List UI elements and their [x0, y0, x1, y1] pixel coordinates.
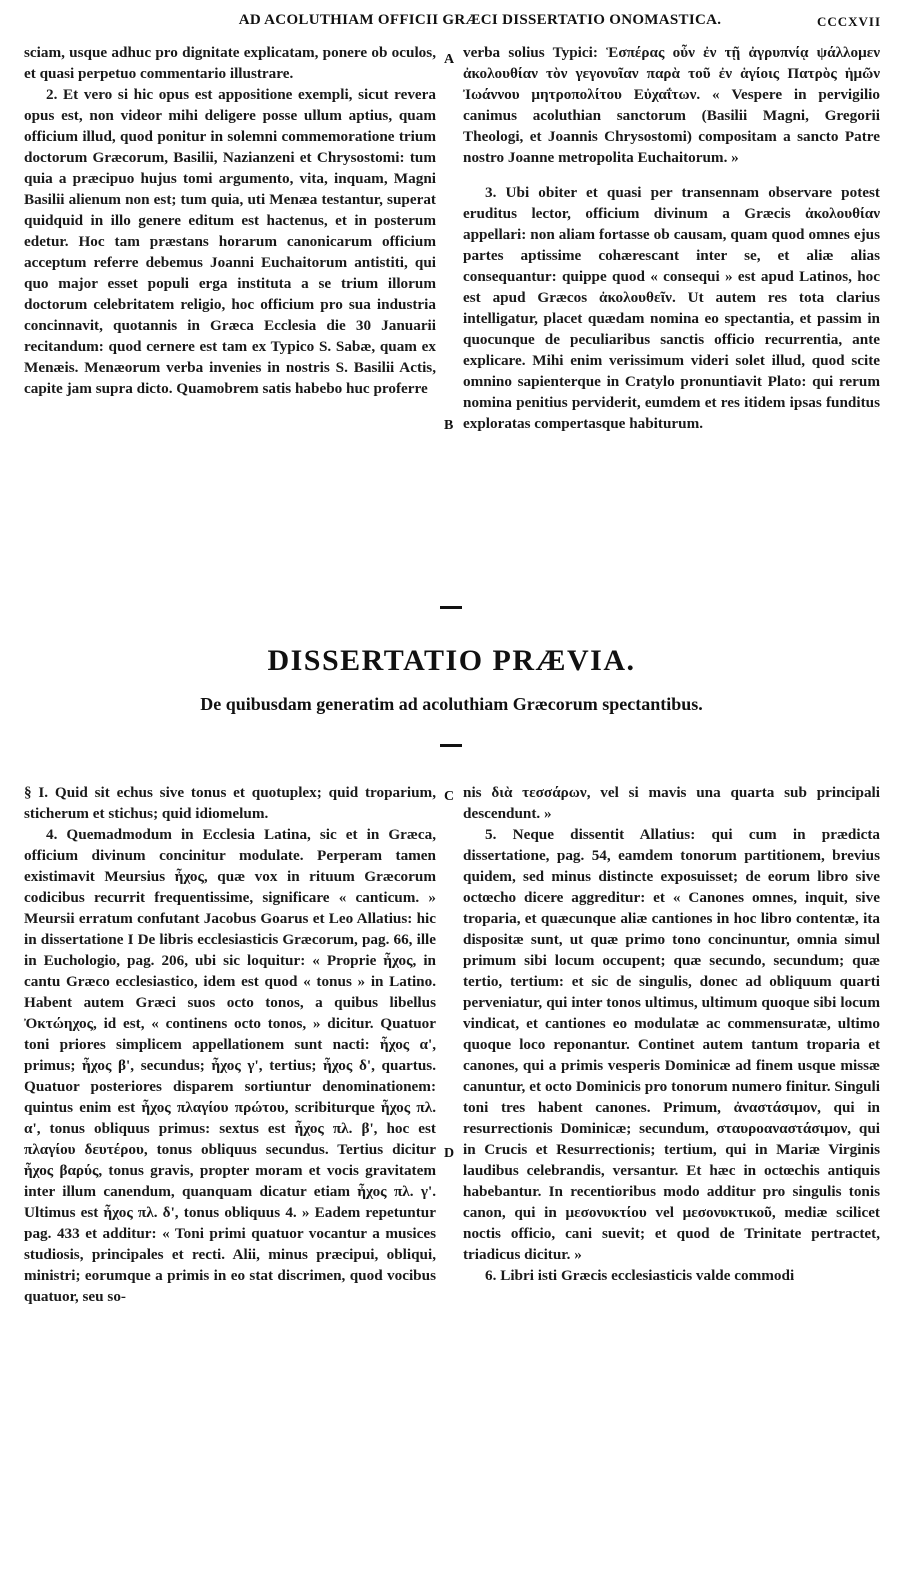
- paragraph: 2. Et vero si hic opus est appositione exempli, sicut revera opus est, non videor mihi deligere posse ullum aptius, quam officium illud, quod ponitur in solemni commemoratione trium doctorum Græcorum, Basilii, Nazianzeni et Chrysostomi: tum quia a præcipuo hujus tomi argumento, vita, inquam, Magni Basilii alienum non est; tum quia, uti Menæa testantur, superat quidquid in illo genere editum est hactenus, et in posterum edetur. Hoc tam præstans horarum canonicarum officium acceptum referre debemus Joanni Euchaitorum antistiti, qui quo major esset populi erga instituta a se trium illorum doctorum celebritatem religio, hoc officium pro sua industria concinnavit, quotannis in Græca Ecclesia die 30 Januarii recitandum: quod cernere est tam ex Typico S. Sabæ, quam ex Menæis. Menæorum verba invenies in nostris S. Basilii Actis, capite jam supra dicto. Quamobrem satis habebo huc proferre: [24, 86, 436, 397]
- divider-rule: [440, 744, 462, 747]
- bottom-right-column: [463, 782, 880, 1286]
- column-marker-d: D: [444, 1146, 455, 1161]
- section-heading: § I. Quid sit echus sive tonus et quotuplex; quid troparium, sticherum et stichus; quid idiomelum.: [24, 784, 436, 822]
- dissertation-title: DISSERTATIO PRÆVIA.: [267, 644, 636, 677]
- running-head: AD ACOLUTHIAM OFFICII GRÆCI DISSERTATIO ONOMASTICA.: [238, 12, 722, 28]
- page-number: CCCXVII: [816, 14, 881, 29]
- bottom-left-column: [24, 782, 436, 1307]
- top-left-column: [24, 42, 436, 399]
- column-marker-b: B: [444, 418, 454, 433]
- column-marker-a: A: [444, 52, 455, 67]
- paragraph: 4. Quemadmodum in Ecclesia Latina, sic et in Græca, officium divinum concinitur modulate. Perperam tamen existimavit Meursius ἦχος, quæ vox in rituum Græcorum codicibus recurrit frequentissime, significare « canticum. » Meursii erratum confutant Jacobus Goarus et Leo Allatius: hic in dissertatione I De libris ecclesiasticis Græcorum, pag. 66, ille in Euchologio, pag. 206, ubi sic loquitur: « Proprie ἦχος, in cantu Græco ecclesiastico, idem est quod « tonus » in Latino. Habent autem Græci suos octo tonos, a quibus libellus Ὀκτώηχος, id est, « continens octo tonos, » dicitur. Quatuor toni priores simplicem appellationem sunt nacti: ἦχος α', primus; ἦχος β', secundus; ἦχος γ', tertius; ἦχος δ', quartus. Quatuor posteriores disparem sortiuntur denominationem: quintus enim est ἦχος πλαγίου πρώτου, scribiturque ἦχος πλ. α', tonus obliquus primus: sextus est ἦχος πλ. β', hoc est πλαγίου δευτέρου, tonus obliquus secundus. Tertius dicitur ἦχος βαρύς, tonus gravis, propter moram et vocis gravitatem inter illum canendum, quanquam dicatur etiam ἦχος πλ. γ'. Ultimus est ἦχος πλ. δ', tonus obliquus 4. » Eadem repetuntur pag. 433 et additur: « Toni primi quatuor vocantur a musices studiosis, principales et recti. Alii, minus præcipui, obliqui, ministri; eorumque a primis in eo stat discrimen, quod vocibus quatuor, seu so-: [24, 826, 436, 1305]
- column-marker-c: C: [444, 789, 455, 804]
- divider-rule: [440, 606, 462, 609]
- dissertation-subtitle: De quibusdam generatim ad acoluthiam Græcorum spectantibus.: [200, 694, 703, 714]
- paragraph: 3. Ubi obiter et quasi per transennam observare potest eruditus lector, officium divinum a Græcis ἀκολουθίαν appellari: non aliam fortasse ob causam, quam quod omnes ejus partes aptissime cohærescant inter se, et aliæ alias consequantur: quippe quod « consequi » est apud Latinos, hoc est apud Græcos ἀκολουθεῖν. Ut autem res tota clarius intelligatur, placet quædam nomina eo spectantia, et passim in quocunque de peculiaribus sanctis officio recurrentia, ante explicare. Mihi enim verissimum videri solet illud, quod scite omnino sapienterque in Cratylo pronuntiavit Plato: qui rerum nomina penitius perviderit, eumdem et res itidem ipsas funditus exploratas compertasque habiturum.: [463, 184, 880, 432]
- paragraph: nis διὰ τεσσάρων, vel si mavis una quarta sub principali descendunt. »: [463, 784, 880, 822]
- paragraph: 6. Libri isti Græcis ecclesiasticis valde commodi: [485, 1267, 795, 1284]
- paragraph: verba solius Typici: Ἑσπέρας οὖν ἐν τῇ ἀγρυπνίᾳ ψάλλομεν ἀκολουθίαν τὸν γεγονυῖαν παρὰ τοῦ ἐν ἁγίοις Πατρὸς ἡμῶν Ἰωάννου μητροπολίτου Εὐχαΐτων. « Vespere in pervigilio canimus acoluthian sanctorum (Basilii Magni, Gregorii Theologi, et Joannis Chrysostomi) compositam a sancto Patre nostro Joanne metropolita Euchaitorum. »: [463, 44, 880, 166]
- paragraph: 5. Neque dissentit Allatius: qui cum in prædicta dissertatione, pag. 54, eamdem tonorum partitionem, brevius quidem, sed minus distincte exposuisset; de eorum libro sive octœcho dicere aggreditur: et « Canones omnes, inquit, sive troparia, et quæcunque aliæ cantiones in hoc libro contentæ, ita dispositæ sunt, ut quæ primo tono concinuntur, omnia simul primum sibi locum occupent; quæ secundo, secundum; quæ tertio, tertium: et sic de singulis, donec ad obliquum quarti perveniatur, qui inter tonos ultimus, ultimum quoque sibi locum vindicat, et cantiones eo modulatæ ac commensuratæ, ultimo quoque loco reponantur. Continet autem tantum troparia et canones, qui a primis vesperis Dominicæ ad finem usque missæ canuntur, et octo Dominicis pro tonorum numero finitur. Singuli toni tres habent canones. Primum, ἀναστάσιμον, qui in resurrectionis Dominicæ; secundum, σταυροαναστάσιμον, qui in Crucis et Resurrectionis; tertium, qui in Mariæ Virginis laudibus celebrandis, versantur. Et hæc in octœchis antiquis habebantur. In recentioribus modo additur pro singulis tonis canon, qui in μεσονυκτίου vel μεσονυκτικοῦ, mediæ scilicet noctis officio, cani suevit; et quod de Trinitate pertractet, triadicus dicitur. »: [463, 826, 880, 1263]
- top-right-column: [463, 42, 880, 434]
- paragraph: sciam, usque adhuc pro dignitate explicatam, ponere ob oculos, et quasi perpetuo commentario illustrare.: [24, 44, 436, 82]
